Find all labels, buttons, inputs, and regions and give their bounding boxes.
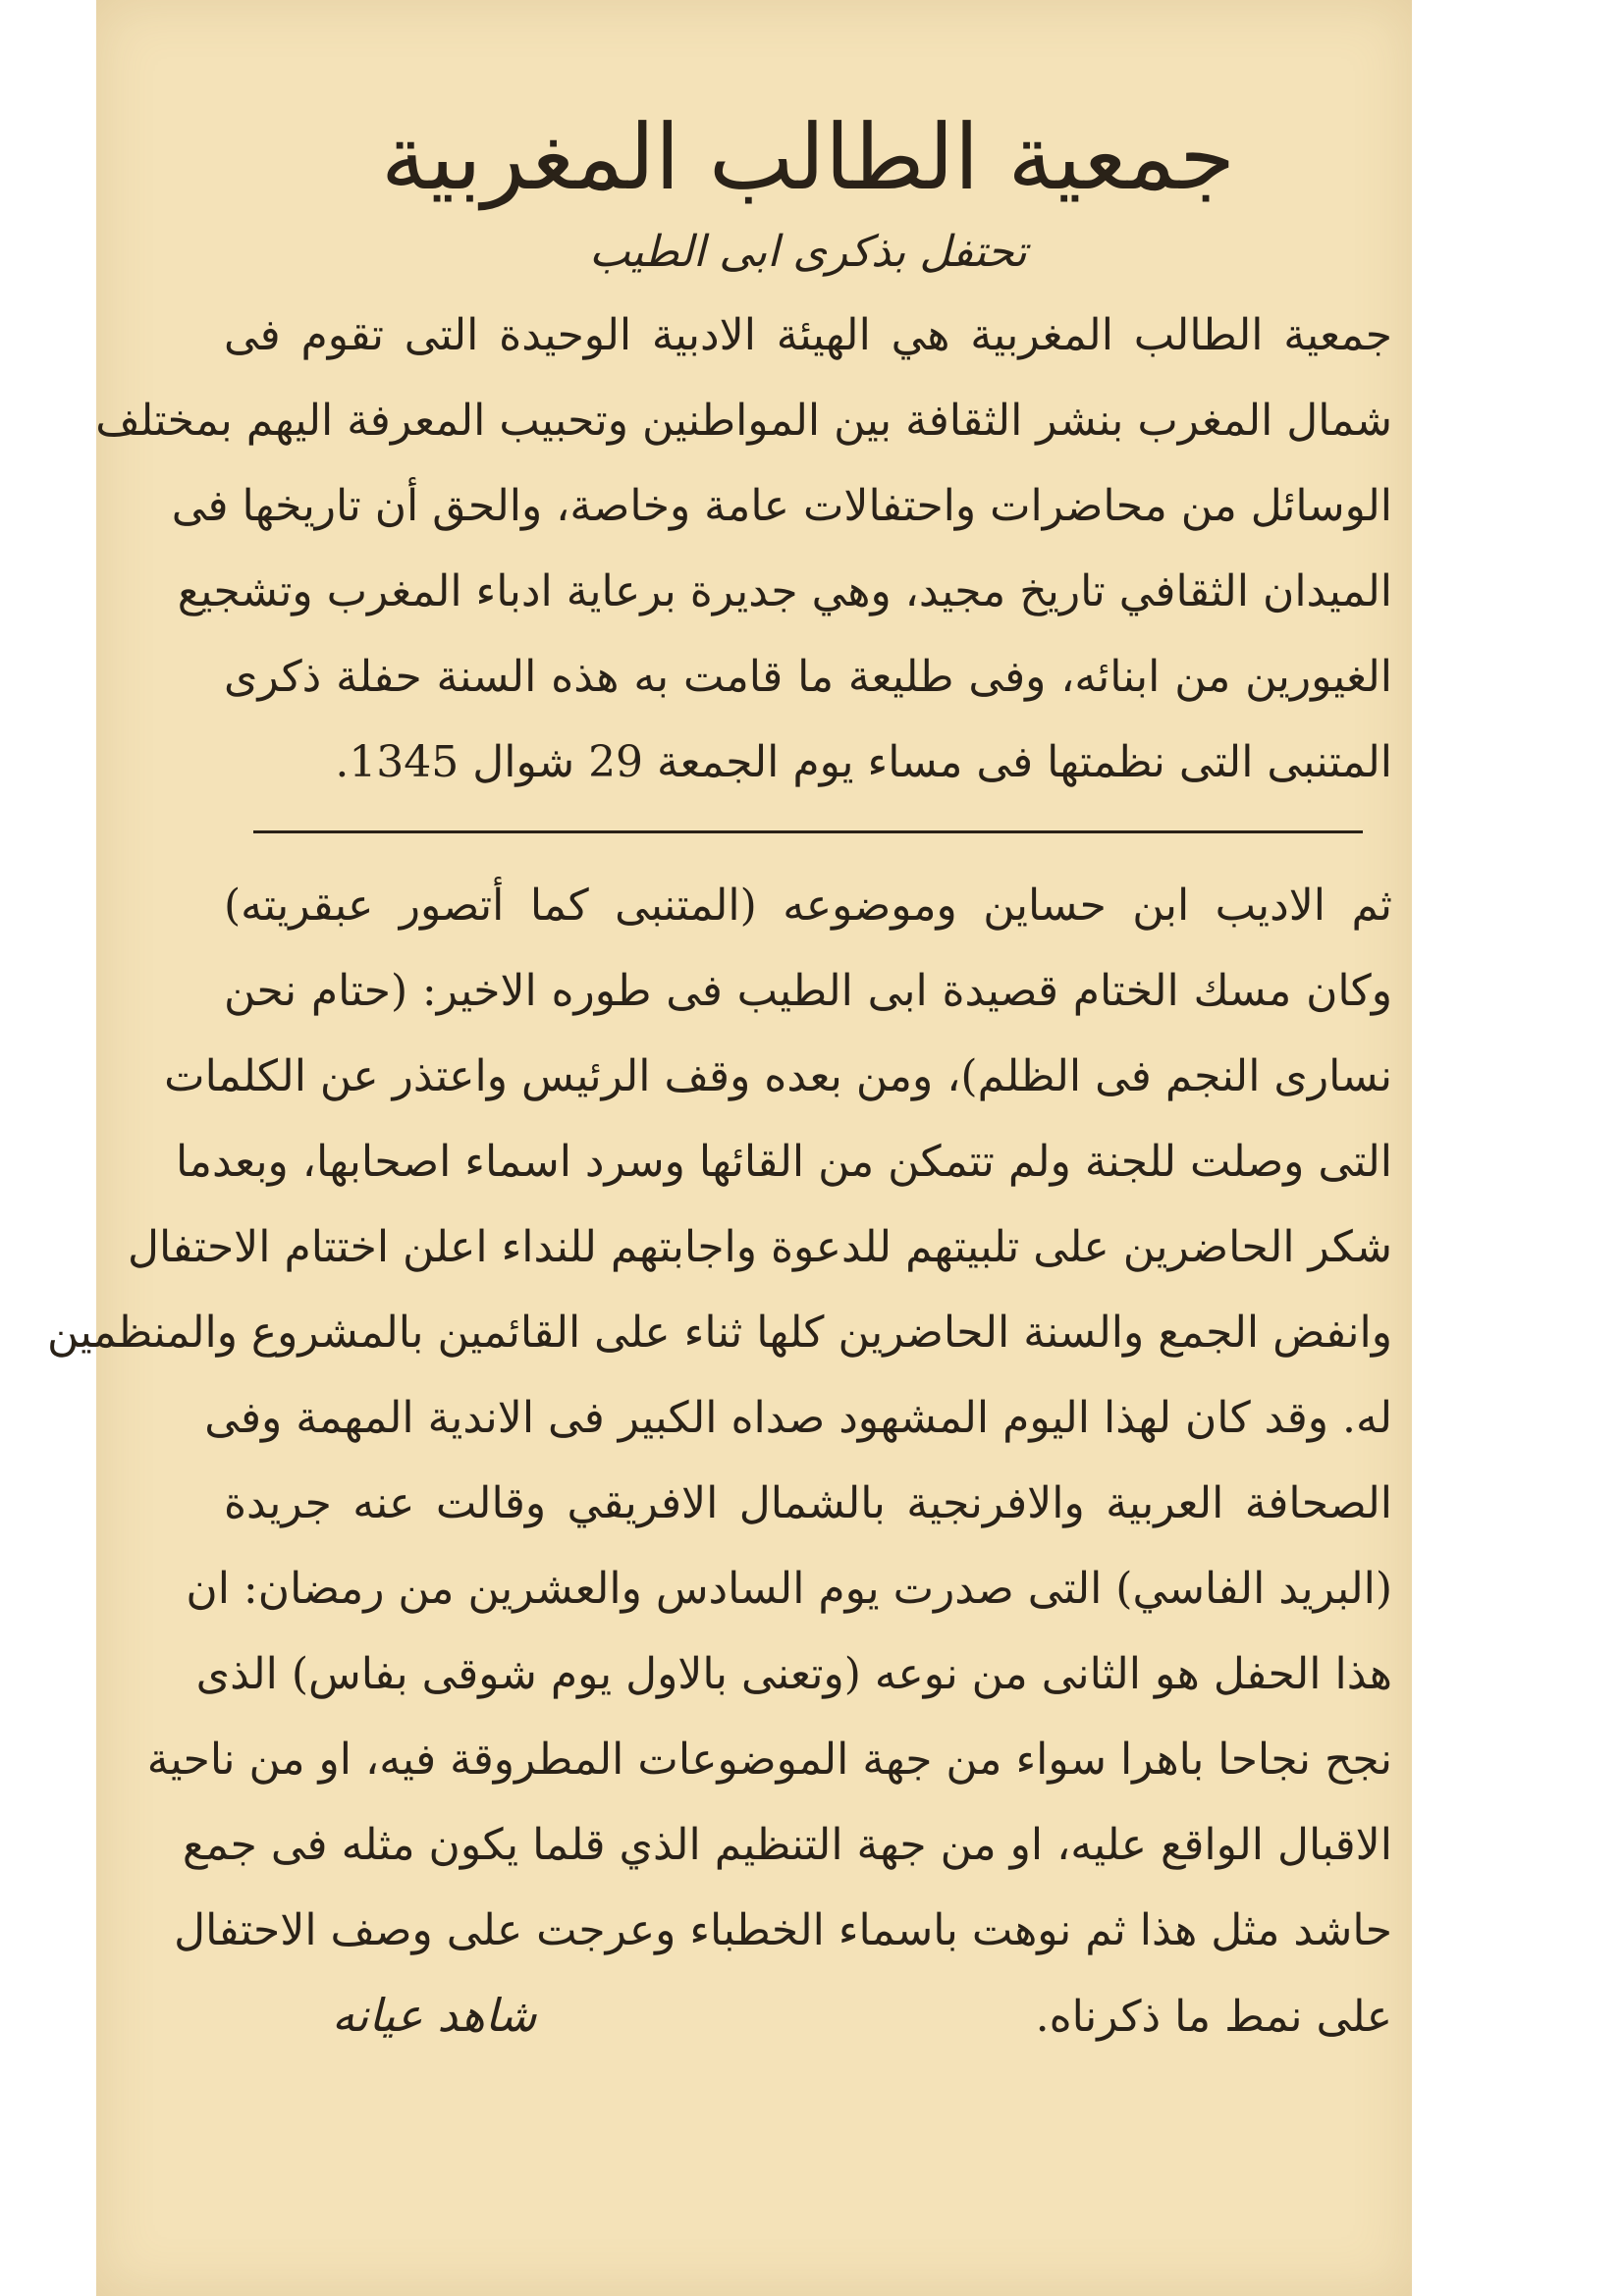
body-line: وانفض الجمع والسنة الحاضرين كلها ثناء على القائمين بالمشروع والمنظمين <box>47 1308 1392 1359</box>
body-line: (البريد الفاسي) التى صدرت يوم السادس والعشرين من رمضان: ان <box>186 1564 1392 1615</box>
closing-line: على نمط ما ذكرناه. <box>1035 1992 1392 2043</box>
article-subtitle: تحتفل بذكرى ابى الطيب <box>589 227 1027 278</box>
intro-line: الميدان الثقافي تاريخ مجيد، وهي جديرة برعاية ادباء المغرب وتشجيع <box>177 566 1392 617</box>
body-line: له. وقد كان لهذا اليوم المشهود صداه الكبير فى الاندية المهمة وفى <box>204 1393 1392 1444</box>
body-paragraph <box>47 863 1392 1973</box>
body-line: وكان مسك الختام قصيدة ابى الطيب فى طوره الاخير: (حتام نحن <box>224 966 1392 1017</box>
body-line: نجح نجاحا باهرا سواء من جهة الموضوعات المطروقة فيه، او من ناحية <box>146 1735 1392 1786</box>
body-line: شكر الحاضرين على تلبيتهم للدعوة واجابتهم للنداء اعلن اختتام الاحتفال <box>128 1222 1392 1273</box>
section-divider <box>253 830 1363 833</box>
author-signature: شاهد عيانه <box>332 1989 537 2043</box>
body-line: حاشد مثل هذا ثم نوهت باسماء الخطباء وعرجت على وصف الاحتفال <box>174 1905 1392 1956</box>
body-line: هذا الحفل هو الثانى من نوعه (وتعنى بالاول يوم شوقى بفاس) الذى <box>195 1649 1392 1700</box>
body-line: نسارى النجم فى الظلم)، ومن بعده وقف الرئيس واعتذر عن الكلمات <box>164 1051 1392 1102</box>
body-line: ثم الاديب ابن حساين وموضوعه (المتنبى كما أتصور عبقريته) <box>224 881 1392 932</box>
body-line: التى وصلت للجنة ولم تتمكن من القائها وسرد اسماء اصحابها، وبعدما <box>176 1137 1392 1188</box>
body-line: الصحافة العربية والافرنجية بالشمال الافريقي وقالت عنه جريدة <box>224 1478 1392 1529</box>
intro-line: الغيورين من ابنائه، وفى طليعة ما قامت به هذه السنة حفلة ذكرى <box>224 652 1392 703</box>
article-page <box>47 59 1392 2059</box>
intro-line: شمال المغرب بنشر الثقافة بين المواطنين وتحبيب المعرفة اليهم بمختلف <box>95 396 1392 447</box>
intro-line: جمعية الطالب المغربية هي الهيئة الادبية الوحيدة التى تقوم فى <box>224 310 1392 361</box>
intro-line: الوسائل من محاضرات واحتفالات عامة وخاصة، والحق أن تاريخها فى <box>171 481 1392 532</box>
intro-paragraph <box>95 293 1392 805</box>
body-line: الاقبال الواقع عليه، او من جهة التنظيم الذي قلما يكون مثله فى جمع <box>182 1820 1392 1871</box>
closing-row <box>224 1973 1392 2059</box>
article-title: جمعية الطالب المغربية <box>380 105 1236 210</box>
intro-line: المتنبى التى نظمتها فى مساء يوم الجمعة 29 شوال 1345. <box>335 737 1392 788</box>
